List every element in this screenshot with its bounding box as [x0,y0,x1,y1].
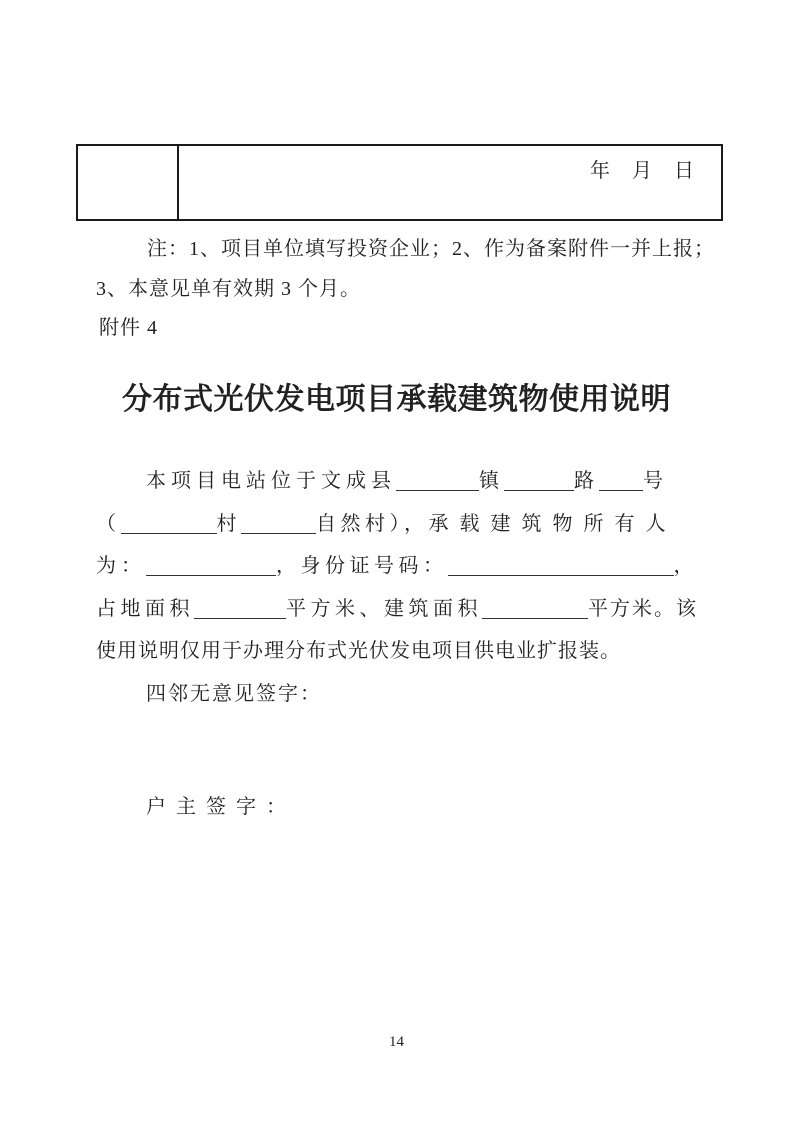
date-table-left-cell [78,146,179,219]
note-line-1: 注：1、项目单位填写投资企业；2、作为备案附件一并上报； [147,238,715,260]
body-line-1-text-4: 号 [643,470,668,492]
body-line-3-text-2: ，身份证号码： [276,555,448,577]
body-line-2-text-1: （ [96,512,121,535]
date-table [76,144,723,221]
body-line-1-text-2: 镇 [479,470,504,492]
blank-field-natural-village [241,533,316,534]
blank-field-number [599,490,643,491]
body-line-3 [96,545,724,588]
body-line-4-text-2: 平方米、建筑面积 [286,597,482,620]
blank-field-id-number [448,575,674,576]
body-line-2-text-3: 自然村）， [316,512,429,535]
date-placeholder-text: 年 月 日 [590,160,695,182]
blank-field-town [396,490,479,491]
blank-field-village [121,533,217,534]
body-line-3-text-3: ， [673,555,694,577]
neighbor-signature-label: 四邻无意见签字： [146,682,322,705]
body-line-2 [96,503,724,546]
blank-field-land-area [194,618,286,619]
blank-field-building-area [482,618,588,619]
body-line-1-text-1: 本项目电站位于文成县 [146,470,396,492]
page-number: 14 [389,1034,404,1050]
body-line-4-text-3: 平方米。该 [588,597,698,620]
blank-field-road [504,490,574,491]
note-paragraph [96,230,720,309]
note-line-2: 3、本意见单有效期 3 个月。 [96,277,361,300]
body-line-3-text-1: 为： [96,555,146,577]
owner-signature-label: 户主签字： [146,796,296,818]
body-line-2-text-2: 村 [216,512,241,535]
date-table-right-cell [179,146,721,219]
attachment-label: 附件 4 [99,317,158,339]
body-line-5: 使用说明仅用于办理分布式光伏发电项目供电业扩报装。 [96,640,621,662]
body-line-4-text-1: 占地面积 [96,597,194,620]
blank-field-owner-name [146,575,276,576]
body-line-1-text-3: 路 [574,470,599,492]
body-line-2-text-4: 承载建筑物所有人 [428,512,677,535]
body-line-4 [96,588,724,631]
body-line-1 [96,460,724,503]
document-title: 分布式光伏发电项目承载建筑物使用说明 [122,383,671,416]
body-paragraph [96,460,724,715]
